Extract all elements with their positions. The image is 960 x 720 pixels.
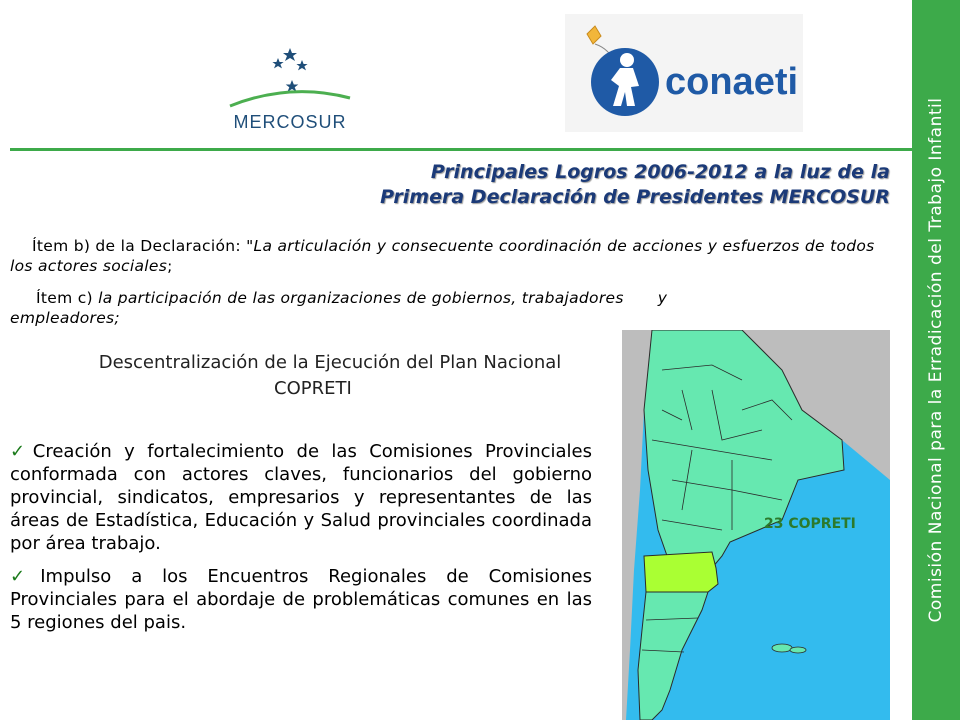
header-divider	[10, 148, 912, 151]
conaeti-logo-text: conaeti	[665, 61, 799, 103]
map-label: 23 COPRETI	[764, 516, 856, 532]
southern-cross-stars-icon	[272, 48, 307, 92]
mercosur-logo	[220, 40, 360, 140]
bullet-item	[10, 565, 592, 634]
item-b-text: La articulación y consecuente coordinación de acciones y esfuerzos de todos los actores sociales	[10, 237, 875, 275]
title-line-2: Primera Declaración de Presidentes MERCOSUR	[380, 186, 890, 208]
item-c-text-2: empleadores;	[10, 309, 120, 327]
mercosur-logo-text: MERCOSUR	[233, 112, 347, 132]
conaeti-logo	[565, 14, 803, 132]
checkmark-icon: ✓	[10, 441, 32, 462]
item-b-prefix: Ítem b) de la Declaración: "	[32, 237, 254, 255]
checkmark-icon: ✓	[10, 566, 40, 587]
item-b	[10, 236, 890, 276]
bullet-text-1: Creación y fortalecimiento de las Comisiones Provinciales conformada con actores claves, funcionarios del gobierno provincial, sindicatos, empresarios y representantes de las áreas de Estadística, Educación y Salud provinciales coordinada por área trabajo.	[10, 441, 592, 554]
title-line-1: Principales Logros 2006-2012 a la luz de la	[430, 161, 890, 183]
bullet-item	[10, 440, 592, 555]
item-c-prefix: Ítem c)	[36, 289, 99, 307]
item-b-suffix: ;	[167, 257, 173, 275]
bullet-list	[10, 440, 592, 644]
section-subtitle	[20, 350, 640, 402]
item-c	[10, 288, 890, 328]
sidebar-text: Comisión Nacional para la Erradicación del Trabajo Infantil	[926, 97, 946, 623]
item-c-and: y	[657, 289, 668, 307]
subtitle-line-2: COPRETI	[274, 378, 352, 399]
subtitle-line-1: Descentralización de la Ejecución del Plan Nacional	[98, 352, 562, 373]
map-province-highlight	[644, 552, 718, 592]
item-c-text: la participación de las organizaciones de gobiernos, trabajadores	[98, 289, 624, 307]
page-title	[380, 160, 890, 210]
mercosur-arc-icon	[230, 92, 350, 106]
bullet-text-2: Impulso a los Encuentros Regionales de Comisiones Provinciales para el abordaje de problemáticas comunes en las 5 regiones del pais.	[10, 566, 592, 633]
